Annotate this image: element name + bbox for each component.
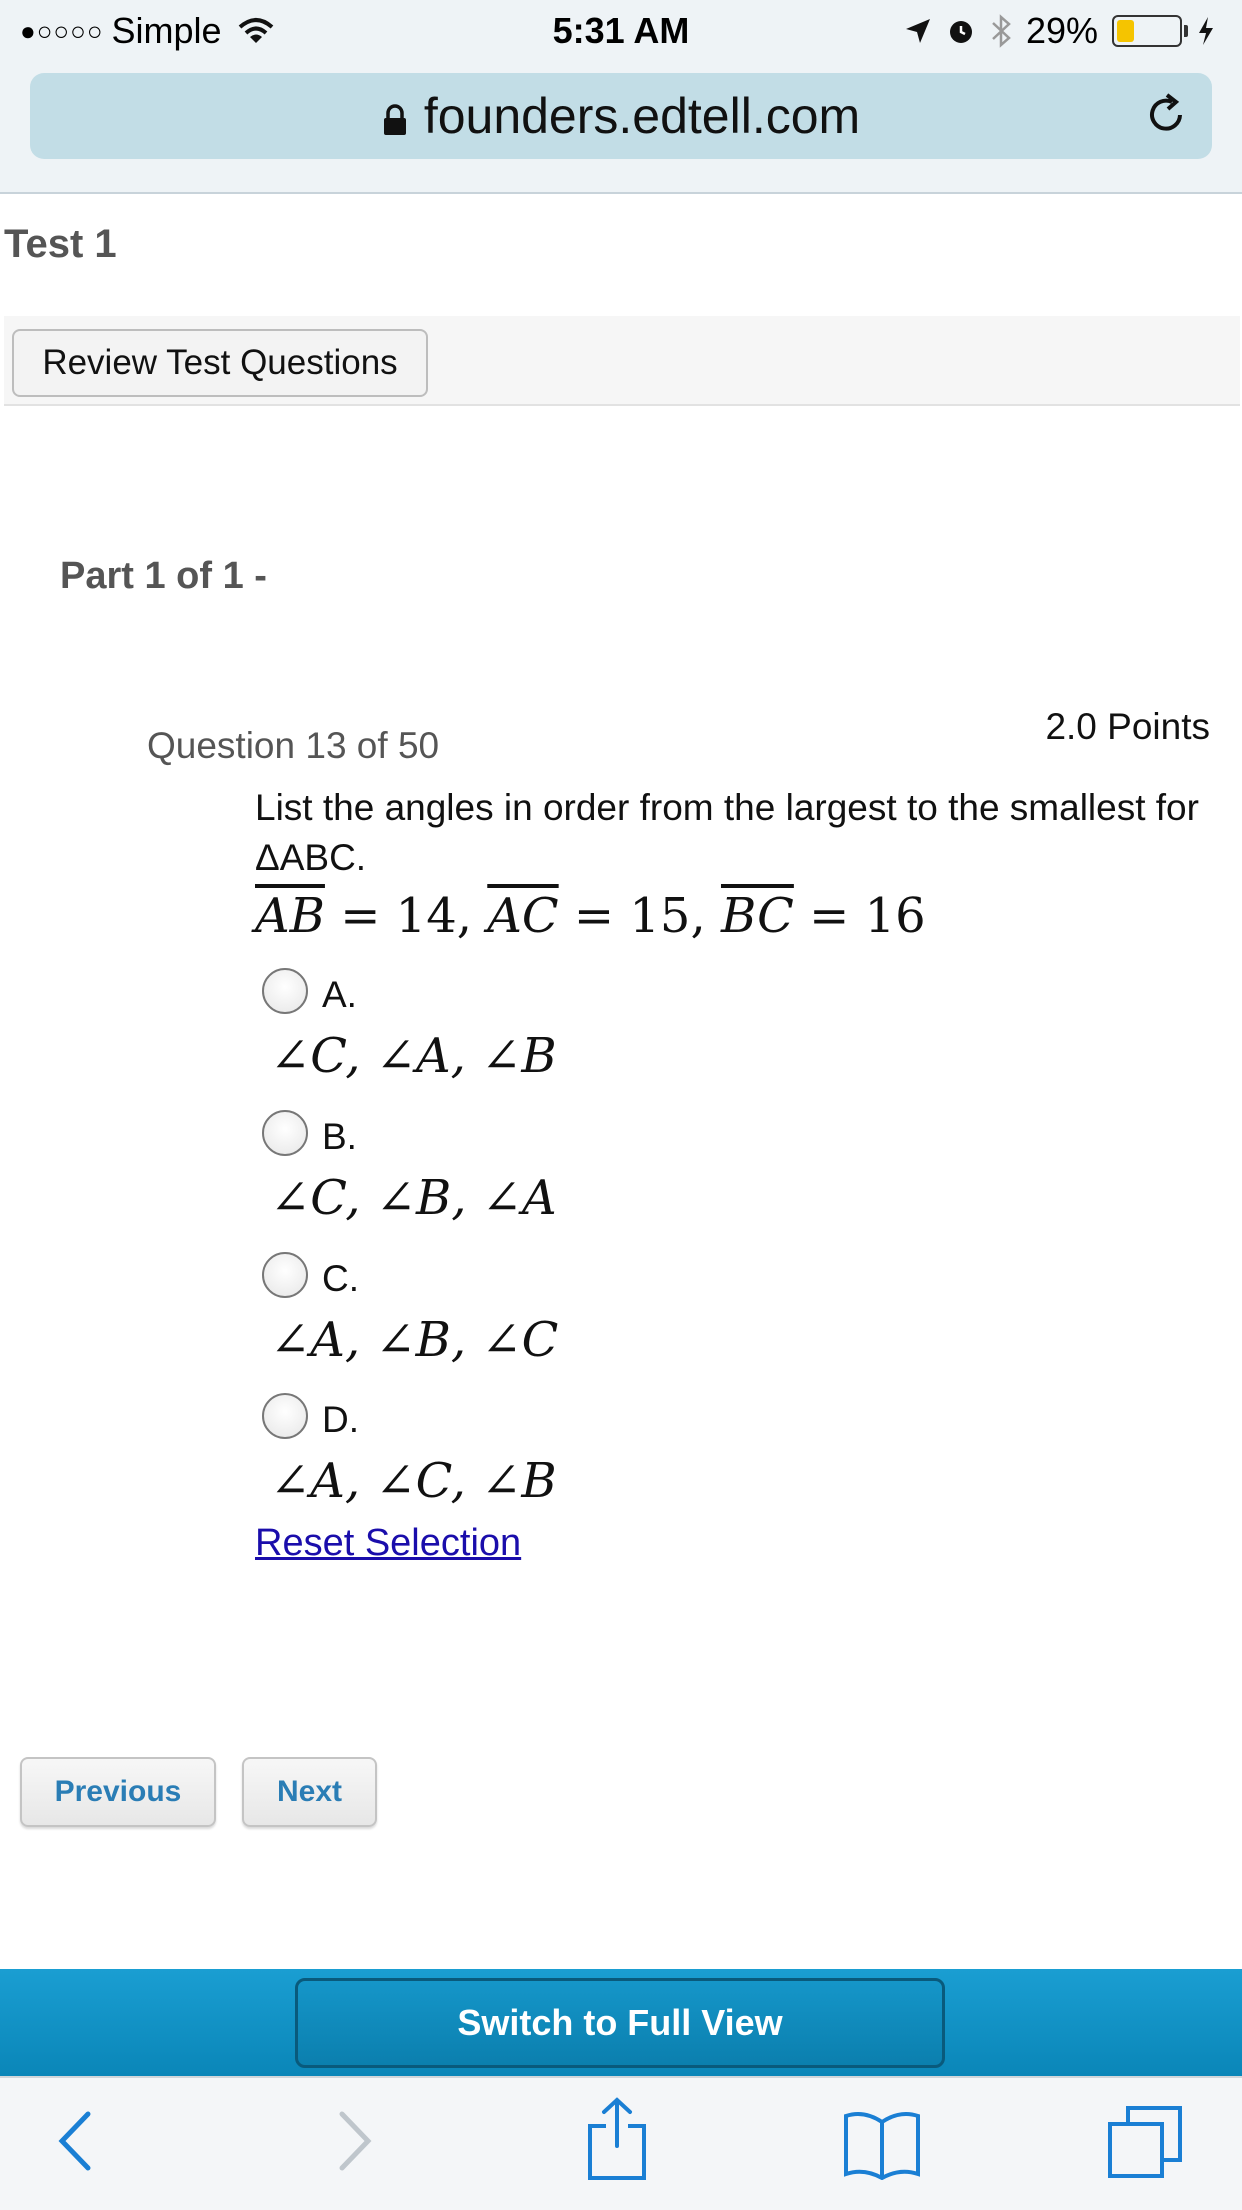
browser-bottom-toolbar [0, 2076, 1242, 2210]
radio-option-a[interactable] [262, 968, 308, 1014]
review-test-questions-button[interactable]: Review Test Questions [12, 329, 428, 397]
battery-icon [1112, 15, 1182, 47]
radio-option-b[interactable] [262, 1110, 308, 1156]
question-number: Question 13 of 50 [147, 725, 440, 766]
carrier-name: Simple [111, 10, 222, 51]
lock-icon [382, 103, 408, 137]
side-ab: $\overline{AB}$ [255, 888, 325, 944]
full-view-banner [0, 1969, 1242, 2076]
charging-bolt-icon [1196, 16, 1216, 46]
radio-option-d[interactable] [262, 1393, 308, 1439]
reset-selection-link[interactable]: Reset Selection [255, 1522, 522, 1564]
option-c-letter: C. [322, 1258, 359, 1299]
browser-top-chrome [0, 0, 1242, 194]
review-toolbar [4, 316, 1240, 406]
switch-to-full-view-button[interactable]: Switch to Full View [295, 1978, 945, 2068]
address-bar[interactable] [30, 73, 1212, 159]
option-b-letter: B. [322, 1116, 357, 1157]
forward-icon[interactable] [328, 2106, 378, 2176]
tabs-icon[interactable] [1106, 2102, 1186, 2182]
back-icon[interactable] [52, 2106, 102, 2176]
page-title: Test 1 [4, 222, 117, 266]
side-ac: $\overline{AC}$ [487, 888, 559, 944]
option-b-answer: ∠C, ∠B, ∠A [270, 1170, 557, 1226]
battery-percent: 29% [1025, 10, 1098, 51]
next-button[interactable]: Next [242, 1757, 377, 1827]
signal-strength-icon: ●○○○○ [20, 15, 104, 46]
radio-option-c[interactable] [262, 1252, 308, 1298]
option-c-answer: ∠A, ∠B, ∠C [270, 1312, 559, 1368]
given-side-lengths [255, 888, 926, 944]
location-arrow-icon [904, 17, 932, 45]
status-time: 5:31 AM [552, 10, 690, 51]
url-text: founders.edtell.com [423, 88, 861, 144]
bookmarks-icon[interactable] [842, 2108, 922, 2180]
option-d-letter: D. [322, 1399, 359, 1440]
option-a-letter: A. [322, 974, 357, 1015]
side-ab-value: = 14, [324, 888, 488, 944]
part-label: Part 1 of 1 - [60, 555, 267, 597]
option-a-answer: ∠C, ∠A, ∠B [270, 1028, 557, 1084]
option-d-answer: ∠A, ∠C, ∠B [270, 1453, 557, 1509]
reload-icon[interactable] [1142, 91, 1190, 139]
side-bc-value: = 16 [793, 888, 926, 944]
address-bar-content [30, 87, 1212, 145]
bluetooth-icon [990, 14, 1012, 48]
status-right [904, 10, 1216, 52]
share-icon[interactable] [584, 2096, 650, 2182]
side-ac-value: = 15, [558, 888, 721, 944]
previous-button[interactable]: Previous [20, 1757, 216, 1827]
question-prompt: List the angles in order from the largest to the smallest for ΔABC. [255, 787, 1199, 878]
status-bar [0, 0, 1242, 60]
alarm-icon [946, 16, 976, 46]
question-points: 2.0 Points [1045, 706, 1210, 747]
side-bc: $\overline{BC}$ [720, 888, 794, 944]
battery-level [1117, 20, 1134, 42]
